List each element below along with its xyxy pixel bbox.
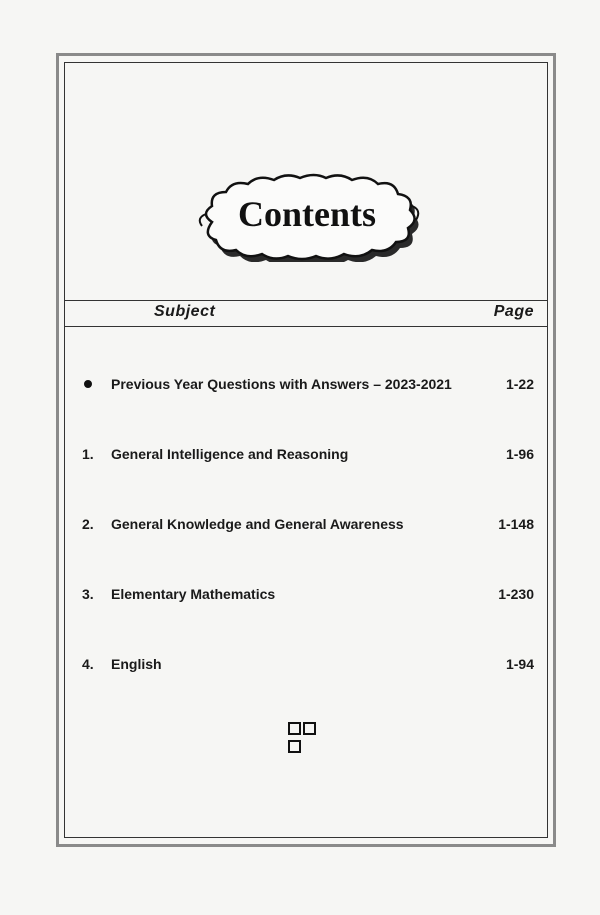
toc-entry-number: 4. — [82, 656, 94, 672]
square-mark — [288, 722, 301, 735]
toc-entry-page: 1-148 — [498, 516, 534, 532]
toc-entry-page: 1-22 — [505, 376, 534, 392]
subject-column-header: Subject — [154, 303, 216, 320]
square-mark — [288, 740, 301, 753]
toc-entry-page: 1-230 — [498, 586, 534, 602]
toc-entry-previous-year — [82, 376, 534, 396]
toc-entry-number: 1. — [82, 446, 94, 462]
toc-entry-mathematics — [82, 586, 534, 606]
toc-entry-general-knowledge — [82, 516, 534, 536]
page-column-header: Page — [493, 303, 534, 320]
toc-entry-label: Previous Year Questions with Answers – 2023-2021 — [111, 376, 452, 392]
toc-entry-page: 1-96 — [505, 446, 534, 462]
square-mark — [303, 722, 316, 735]
toc-entry-label: English — [111, 656, 162, 672]
bullet-icon — [84, 380, 92, 388]
toc-entry-label: General Knowledge and General Awareness — [111, 516, 404, 532]
toc-entry-number: 3. — [82, 586, 94, 602]
toc-entry-english — [82, 656, 534, 676]
toc-entry-reasoning — [82, 446, 534, 466]
column-header-band — [64, 300, 548, 327]
toc-entry-number: 2. — [82, 516, 94, 532]
toc-entry-label: General Intelligence and Reasoning — [111, 446, 349, 462]
three-squares-icon — [288, 722, 328, 736]
page-title: Contents — [237, 194, 376, 234]
toc-entry-page: 1-94 — [505, 656, 534, 672]
toc-entry-label: Elementary Mathematics — [111, 586, 276, 602]
